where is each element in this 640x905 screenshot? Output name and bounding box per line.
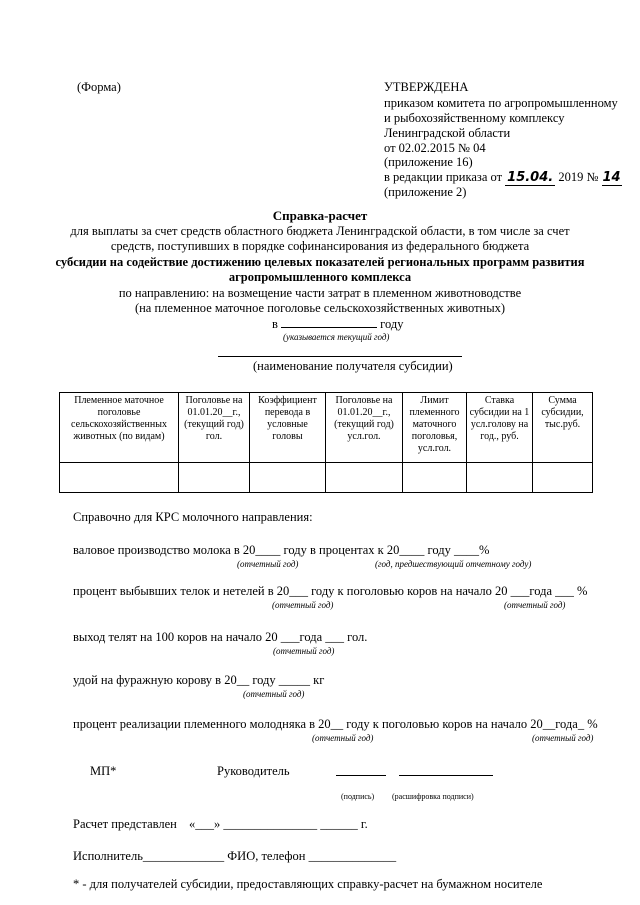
year-suffix: году (380, 317, 404, 331)
sales-hint-1: (отчетный год) (312, 733, 374, 743)
signature-decode-line[interactable] (399, 762, 493, 776)
title-line: (на племенное маточное поголовье сельскохозяйственных животных) (134, 301, 506, 315)
year-prefix: в (272, 317, 278, 331)
edition-date-handwritten: 15.04. (507, 170, 554, 185)
culled-hint-1: (отчетный год) (272, 600, 334, 610)
culled-hint-2: (отчетный год) (504, 600, 566, 610)
yield-hint: (отчетный год) (243, 689, 305, 699)
culled-heifers-line: процент выбывших телок и нетелей в 20___ году к поголовью коров на начало 20 ___года ___ % (73, 584, 588, 598)
header-conditional-heads: Поголовье на 01.01.20__г., (текущий год) усл.гол. (326, 393, 403, 463)
title-line: средств, поступивших в порядке софинансирования из федерального бюджета (110, 239, 530, 253)
approval-line: приказом комитета по агропромышленному (384, 96, 618, 110)
approval-line: и рыбохозяйственному комплексу (384, 111, 565, 125)
approval-line: (приложение 16) (384, 155, 473, 169)
recipient-hint: (наименование получателя субсидии) (253, 359, 453, 373)
approval-line: Ленинградской области (384, 126, 511, 140)
milk-yield-line: удой на фуражную корову в 20__ году _____ кг (73, 673, 325, 687)
table-cell[interactable] (250, 463, 326, 493)
table-cell[interactable] (533, 463, 593, 493)
signature-line[interactable] (336, 762, 386, 776)
table-cell[interactable] (403, 463, 467, 493)
recipient-name-line[interactable] (218, 340, 462, 357)
sales-line: процент реализации племенного молодняка в 20__ году к поголовью коров на начало 20__года_ % (73, 717, 598, 731)
decode-hint: (расшифровка подписи) (392, 792, 474, 801)
header-coefficient: Коэффициент перевода в условные головы (250, 393, 326, 463)
edition-number-handwritten: 14 (602, 170, 621, 185)
header-sum: Сумма субсидии, тыс.руб. (533, 393, 593, 463)
table-row (60, 463, 593, 493)
sales-hint-2: (отчетный год) (532, 733, 594, 743)
signature-hint: (подпись) (341, 792, 375, 801)
edition-prefix: в редакции приказа от (384, 170, 503, 184)
year-hint: (указывается текущий год) (283, 332, 390, 342)
calves-line: выход телят на 100 коров на начало 20 ___года ___ гол. (73, 630, 368, 644)
year-field (272, 317, 403, 332)
head-label: Руководитель (217, 764, 290, 778)
title-line: для выплаты за счет средств областного бюджета Ленинградской области, в том числе за счет (70, 224, 570, 238)
header-limit: Лимит племенного маточного поголовья, усл.гол. (403, 393, 467, 463)
document-title: Справка-расчет (272, 208, 368, 223)
title-line-bold: агропромышленного комплекса (228, 270, 412, 284)
stamp-label: МП* (90, 764, 117, 778)
subsidy-table (59, 392, 593, 493)
table-cell[interactable] (179, 463, 250, 493)
milk-production-line: валовое производство молока в 20____ году в процентах к 20____ году ____% (73, 543, 490, 557)
approval-line: от 02.02.2015 № 04 (384, 141, 486, 155)
table-cell[interactable] (467, 463, 533, 493)
approval-title: УТВЕРЖДЕНА (384, 80, 469, 94)
edition-year: 2019 № (558, 170, 599, 184)
approval-edition (384, 170, 622, 186)
table-cell[interactable] (326, 463, 403, 493)
title-line-bold: субсидии на содействие достижению целевых показателей региональных программ развития (55, 255, 585, 269)
presented-date[interactable]: «___» _______________ ______ г. (189, 817, 368, 831)
presented-label: Расчет представлен (73, 817, 177, 831)
table-cell[interactable] (60, 463, 179, 493)
milk-hint-1: (отчетный год) (237, 559, 299, 569)
executor-line[interactable]: Исполнитель_____________ ФИО, телефон ______________ (73, 849, 397, 863)
year-input-line[interactable] (281, 327, 377, 328)
footnote: * - для получателей субсидии, предоставляющих справку-расчет на бумажном носителе (73, 877, 543, 891)
table-header-row (60, 393, 593, 463)
header-rate: Ставка субсидии на 1 усл.голову на год., руб. (467, 393, 533, 463)
header-livestock: Племенное маточное поголовье сельскохозяйственных животных (по видам) (60, 393, 179, 463)
form-label: (Форма) (77, 80, 121, 94)
header-head-count: Поголовье на 01.01.20__г., (текущий год) гол. (179, 393, 250, 463)
title-line: по направлению: на возмещение части затрат в племенном животноводстве (118, 286, 522, 300)
approval-line: (приложение 2) (384, 185, 467, 199)
reference-heading: Справочно для КРС молочного направления: (73, 510, 313, 524)
milk-hint-2: (год, предшествующий отчетному году) (375, 559, 532, 569)
calves-hint: (отчетный год) (273, 646, 335, 656)
